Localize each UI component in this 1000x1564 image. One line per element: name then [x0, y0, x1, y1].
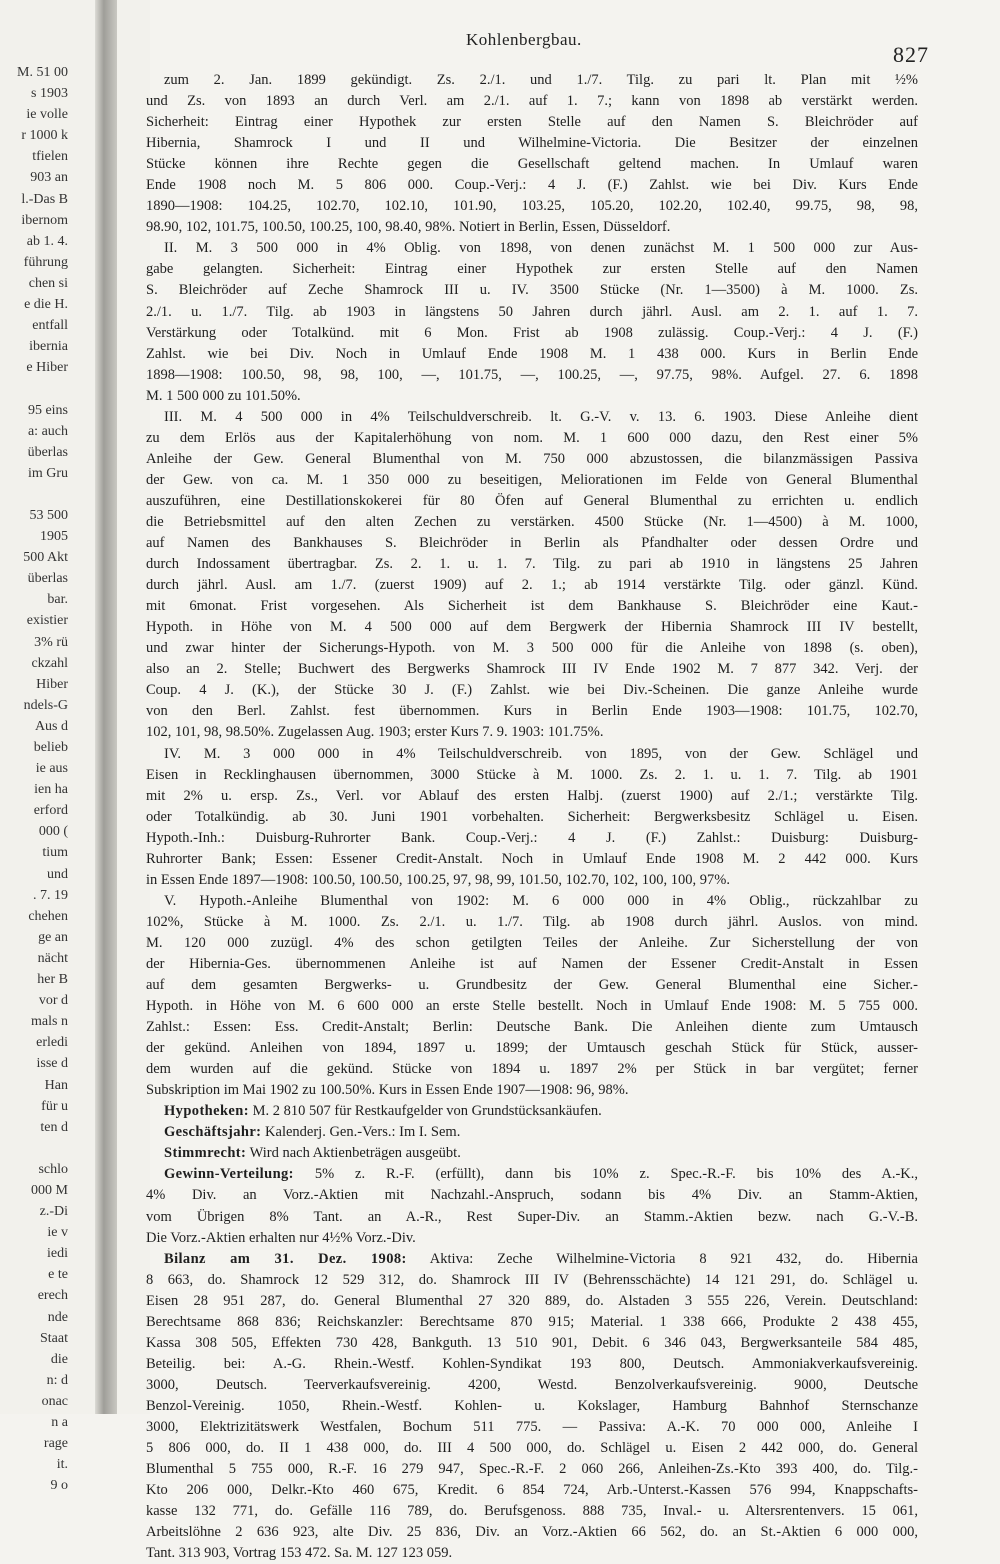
margin-fragment: führung: [23, 254, 68, 270]
margin-fragment: [0, 378, 68, 399]
margin-fragment: Hiber: [36, 676, 68, 692]
text-line: [146, 744, 918, 765]
section-keyword: Geschäftsjahr:: [164, 1124, 262, 1141]
line-text: und Zs. von 1893 an durch Verl. am 2./1. auf 1. 7.; kann von 1898 ab verstärkt werden.: [146, 93, 918, 110]
line-text: 102%, Stücke à M. 1000. Zs. 2./1. u. 1./7. Tilg. ab 1908 durch jährl. Auslos. von mind.: [146, 913, 918, 930]
margin-fragment: chen si: [28, 275, 68, 291]
line-text: Hypoth. in Höhe von M. 4 500 000 auf dem Bergwerk der Hibernia Shamrock III IV bestellt,: [146, 619, 918, 636]
margin-fragment: n: d: [46, 1372, 68, 1388]
margin-fragment: ibernom: [21, 212, 68, 228]
margin-fragment: Han: [44, 1077, 68, 1093]
text-line: [146, 344, 918, 365]
text-line: [146, 1501, 918, 1522]
text-line: [146, 828, 918, 849]
text-line: [146, 1396, 918, 1417]
text-line: [146, 765, 918, 786]
text-line: [146, 617, 918, 638]
margin-fragment: 3% rü: [34, 634, 68, 650]
margin-fragment: und: [47, 866, 68, 882]
line-text: M. 120 000 zuzügl. 4% des schon getilgten Teiles der Anleihe. Zur Sicherstellung der von: [146, 934, 918, 951]
line-text: zum 2. Jan. 1899 gekündigt. Zs. 2./1. und 1./7. Tilg. zu pari lt. Plan mit ½%: [164, 72, 918, 88]
margin-fragment: überlas: [27, 444, 68, 460]
margin-fragment: erledi: [36, 1035, 68, 1051]
line-text: Eisen in Recklinghausen übernommen, 3000 Stücke à M. 1000. Zs. 2. 1. u. 1. 7. Tilg. ab 1901: [146, 766, 918, 783]
line-text: Berechtsame 868 836; Reichskanzler: Berechtsame 870 915; Material. 1 338 666, Produkte 2 438 455,: [146, 1313, 918, 1330]
text-line: [146, 512, 918, 533]
text-line: [146, 1375, 918, 1396]
line-text: die Betriebsmittel auf den alten Zechen zu verstärken. 4500 Stücke (Nr. 1—4500) à M. 1000,: [146, 513, 918, 530]
margin-fragment: n a: [51, 1415, 68, 1430]
line-text: Aktiva: Zeche Wilhelmine-Victoria 8 921 432, do. Hibernia: [406, 1250, 918, 1267]
line-text: Sicherheit: Eintrag einer Hypothek zur ersten Stelle auf den Namen S. Bleichröder auf: [146, 114, 918, 131]
margin-fragment: 9 o: [50, 1478, 68, 1494]
text-line: [146, 1312, 918, 1333]
margin-fragment: ndels-G: [23, 697, 68, 713]
section-keyword: Stimmrecht:: [164, 1145, 247, 1162]
text-line: [146, 975, 918, 996]
text-line: [146, 722, 918, 743]
text-line: [146, 1038, 918, 1059]
text-line: [146, 280, 918, 301]
margin-fragment: l.-Das B: [21, 191, 68, 207]
line-text: Kalenderj. Gen.-Vers.: Im I. Sem.: [261, 1124, 461, 1141]
line-text: Arbeitslöhne 2 636 923, alte Div. 25 836, Div. an Vorz.-Aktien 66 562, do. an St.-Aktien 6 000 000,: [146, 1524, 918, 1541]
line-text: III. M. 4 500 000 in 4% Teilschuldverschreib. lt. G.-V. v. 13. 6. 1903. Diese Anleihe dient: [164, 408, 918, 425]
line-text: der gekünd. Anleihen von 1894, 1897 u. 1899; der Umtausch geschah Stück für Stück, ausser-: [146, 1040, 918, 1057]
text-line: [146, 786, 918, 807]
line-text: dem wurden auf die gekünd. Stücke von 1894 u. 1897 2% per Stück in bar vergütet; ferner: [146, 1061, 918, 1078]
margin-fragment: 95 eins: [27, 402, 68, 418]
margin-fragment: 1905: [40, 529, 68, 545]
line-text: 1890—1908: 104.25, 102.70, 102.10, 101.90, 103.25, 105.20, 102.20, 102.40, 99.75, 98, 98,: [146, 198, 918, 215]
margin-fragment: erech: [37, 1288, 68, 1304]
line-text: Beteilig. bei: A.-G. Rhein.-Westf. Kohlen-Syndikat 193 800, Deutsch. Ammoniakverkaufsvereinig.: [146, 1355, 918, 1372]
margin-fragment: e die H.: [24, 297, 68, 313]
text-line: [146, 1480, 918, 1501]
margin-fragment: ie aus: [35, 761, 68, 777]
text-line: [146, 70, 918, 91]
line-text: auszuführen, eine Destillationskokerei für 80 Öfen auf General Blumenthal zu errichten u. endlich: [146, 492, 918, 509]
line-text: 98.90, 102, 101.75, 100.50, 100.25, 100, 98.40, 98%. Notiert in Berlin, Essen, Düsseldorf.: [146, 219, 671, 236]
text-line: [146, 533, 918, 554]
line-text: Eisen 28 951 287, do. General Blumenthal 27 320 889, do. Alstaden 3 555 226, Verein. Deutschland:: [146, 1292, 918, 1309]
text-line: [146, 596, 918, 617]
line-text: auf dem gesamten Bergwerks- u. Grundbesitz der Gew. General Blumenthal eine Sicher.-: [146, 977, 918, 994]
text-line: [146, 1333, 918, 1354]
line-text: 3000, Deutsch. Teerverkaufsvereinig. 4200, Westd. Benzolverkaufsvereinig. 9000, Deutsche: [146, 1376, 918, 1393]
text-line: [146, 1270, 918, 1291]
margin-fragment: ge an: [38, 929, 68, 945]
text-line: [146, 196, 918, 217]
text-line: [146, 1207, 918, 1228]
text-line: [146, 1291, 918, 1312]
margin-fragment: ten d: [40, 1119, 68, 1135]
text-line: [146, 365, 918, 386]
margin-fragment: it.: [56, 1457, 68, 1473]
line-text: M. 1 500 000 zu 101.50%.: [146, 387, 301, 404]
text-line: [146, 870, 918, 891]
line-text: Kassa 308 505, Effekten 730 428, Bankguth. 13 510 901, Debit. 6 346 043, Bergwerksanteile 584 485,: [146, 1334, 918, 1351]
margin-fragment: mals n: [31, 1014, 68, 1030]
line-text: S. Bleichröder auf Zeche Shamrock III u. IV. 3500 Stücke (Nr. 1—3500) à M. 1000. Zs.: [146, 282, 918, 299]
margin-fragment: chehen: [28, 908, 68, 924]
margin-fragment: . 7. 19: [33, 887, 68, 903]
margin-fragment: ie v: [47, 1225, 68, 1241]
margin-fragment: e Hiber: [26, 360, 68, 376]
text-line: [146, 1017, 918, 1038]
text-line: [146, 1438, 918, 1459]
text-line: [146, 933, 918, 954]
margin-fragment: überlas: [27, 571, 68, 587]
text-line: [146, 701, 918, 722]
line-text: Kto 206 000, Delkr.-Kto 460 675, Kredit. 6 854 724, Arb.-Unterst.-Kassen 576 994, Knappschafts-: [146, 1482, 918, 1499]
line-text: Wird nach Aktienbeträgen ausgeübt.: [246, 1145, 461, 1162]
text-line: [146, 91, 918, 112]
text-line: [146, 849, 918, 870]
margin-fragment: isse d: [36, 1056, 68, 1072]
text-line: [146, 680, 918, 701]
line-text: IV. M. 3 000 000 in 4% Teilschuldverschreib. von 1895, von der Gew. Schlägel und: [164, 745, 918, 762]
text-line: [146, 554, 918, 575]
margin-fragment: Staat: [40, 1330, 68, 1346]
line-text: Ruhrorter Bank; Essen: Essener Credit-Anstalt. Noch in Umlauf Ende 1908 M. 2 442 000. Kurs: [146, 850, 918, 867]
text-line: [146, 1459, 918, 1480]
margin-fragment: ckzahl: [31, 655, 68, 671]
line-text: vom Übrigen 8% Tant. an A.-R., Rest Super-Div. an Stamm.-Aktien bezw. nach G.-V.-B.: [146, 1208, 918, 1225]
margin-fragment: ab 1. 4.: [26, 233, 68, 249]
line-text: 2./1. u. 1./7. Tilg. ab 1903 in längstens 50 Jahren durch jährl. Ausl. am 2. 1. auf 1. 7.: [146, 303, 918, 320]
margin-fragment: schlo: [38, 1161, 68, 1177]
line-text: M. 2 810 507 für Restkaufgelder von Grundstücksankäufen.: [248, 1103, 602, 1120]
text-line: [146, 1543, 918, 1564]
section-keyword: Bilanz am 31. Dez. 1908:: [164, 1250, 407, 1267]
margin-fragment: ien ha: [34, 782, 68, 798]
page-number: 827: [893, 42, 929, 67]
margin-fragment: ie volle: [26, 107, 68, 123]
running-title: Kohlenbergbau.: [466, 30, 582, 49]
margin-fragment: her B: [37, 972, 68, 988]
line-text: Ende 1908 noch M. 5 806 000. Coup.-Verj.: 4 J. (F.) Zahlst. wie bei Div. Kurs Ende: [146, 177, 918, 194]
text-line: [146, 470, 918, 491]
margin-fragment: iedi: [47, 1246, 68, 1262]
section-keyword: Gewinn-Verteilung:: [164, 1166, 294, 1183]
margin-fragment: a: auch: [27, 423, 68, 439]
margin-fragment: z.-Di: [39, 1204, 68, 1220]
margin-fragment: s 1903: [31, 86, 68, 102]
text-line: [146, 428, 918, 449]
margin-fragment: ibernia: [29, 339, 68, 355]
text-line: [146, 491, 918, 512]
margin-fragment: bar.: [47, 592, 68, 608]
line-text: Blumenthal 5 755 000, R.-F. 16 279 947, Spec.-R.-F. 2 060 266, Anleihen-Zs.-Kto 393 400, do. Tilg.-: [146, 1461, 918, 1478]
text-line: [146, 575, 918, 596]
line-text: oder Totalkündig. ab 30. Juni 1901 vorbehalten. Sicherheit: Bergwerksbesitz Schlägel u. Eisen.: [146, 808, 918, 825]
line-text: in Essen Ende 1897—1908: 100.50, 100.50, 100.25, 97, 98, 99, 101.50, 102.70, 102, 100, 100, 97%.: [146, 871, 731, 888]
text-line: [146, 407, 918, 428]
line-text: 3000, Elektrizitätswerk Westfalen, Bochum 511 775. — Passiva: A.-K. 70 000 000, Anleihe I: [146, 1419, 918, 1435]
margin-fragment: im Gru: [27, 465, 68, 481]
line-text: Tant. 313 903, Vortrag 153 472. Sa. M. 127 123 059.: [146, 1545, 453, 1562]
line-text: also an 2. Stelle; Buchwert des Bergwerks Shamrock III IV Ende 1902 M. 7 877 342. Verj. der: [146, 661, 918, 678]
line-text: 102, 101, 98, 98.50%. Zugelassen Aug. 1903; erster Kurs 7. 9. 1903: 101.75%.: [146, 724, 604, 741]
line-text: der Gew. von ca. M. 1 350 000 zu beseitigen, Meliorationen im Felde von General Blumenthal: [146, 471, 918, 488]
text-line: [146, 1354, 918, 1375]
margin-fragment: onac: [41, 1393, 68, 1409]
text-line: [146, 1101, 918, 1122]
text-line: [146, 1228, 918, 1249]
margin-fragment: 000 M: [31, 1182, 68, 1198]
line-text: Anleihe der Gew. General Blumenthal von M. 750 000 abzustossen, die bilanzmässigen Passiva: [146, 450, 918, 467]
text-line: [146, 1417, 918, 1438]
text-line: [146, 386, 918, 407]
line-text: auf Namen des Bankhauses S. Bleichröder in Berlin als Pfandhalter oder dessen Ordre und: [146, 535, 918, 552]
text-line: [146, 638, 918, 659]
line-text: Subskription im Mai 1902 zu 100.50%. Kurs in Essen Ende 1907—1908: 96, 98%.: [146, 1082, 629, 1099]
margin-fragment: [0, 484, 68, 505]
line-text: Hibernia, Shamrock I und II und Wilhelmine-Victoria. Die Besitzer der einzelnen: [146, 135, 918, 152]
binding-shadow: [95, 0, 117, 1414]
line-text: gabe gelangten. Sicherheit: Eintrag einer Hypothek zur ersten Stelle auf den Namen: [146, 261, 918, 278]
line-text: zu dem Erlös aus der Kapitalerhöhung von nom. M. 1 600 000 dazu, den Rest einer 5%: [146, 429, 918, 446]
text-line: [146, 996, 918, 1017]
margin-fragment: nächt: [37, 950, 68, 966]
margin-fragment: nde: [47, 1309, 68, 1325]
margin-fragment: 000 (: [38, 824, 68, 840]
text-line: [146, 1522, 918, 1543]
text-line: [146, 217, 918, 238]
margin-fragment: r 1000 k: [21, 128, 68, 144]
margin-fragment: belieb: [33, 740, 68, 755]
text-line: [146, 112, 918, 133]
line-text: Coup. 4 J. (K.), der Stücke 30 J. (F.) Zahlst. wie bei Div.-Scheinen. Die ganze Anleihe wurde: [146, 682, 918, 699]
line-text: 5 806 000, do. II 1 438 000, do. III 4 500 000, do. Schlägel u. Eisen 2 442 000, do. General: [146, 1440, 918, 1457]
margin-fragment: existier: [26, 613, 68, 629]
text-line: [146, 954, 918, 975]
margin-fragment: vor d: [38, 993, 68, 1009]
text-line: [146, 1122, 918, 1143]
margin-fragment: rage: [43, 1436, 68, 1452]
line-text: 1898—1908: 100.50, 98, 98, 100, —, 101.75, —, 100.25, —, 97.75, 98%. Aufgel. 27. 6. 1898: [146, 366, 918, 383]
margin-fragment: 903 an: [30, 170, 68, 186]
margin-fragment: [0, 1138, 68, 1159]
line-text: der Hibernia-Ges. übernommenen Anleihe ist auf Namen der Essener Credit-Anstalt in Essen: [146, 955, 918, 972]
margin-fragment: e te: [48, 1267, 68, 1283]
line-text: Zahlst.: Essen: Ess. Credit-Anstalt; Berlin: Deutsche Bank. Die Anleihen diente zum Umtausch: [146, 1019, 918, 1036]
margin-fragment: für u: [41, 1098, 68, 1114]
margin-fragment: 500 Akt: [23, 550, 68, 566]
line-text: 5% z. R.-F. (erfüllt), dann bis 10% z. Spec.-R.-F. bis 10% des A.-K.,: [293, 1166, 918, 1183]
margin-fragment: entfall: [32, 318, 68, 334]
line-text: Benzol-Vereinig. 1050, Rhein.-Westf. Kohlen- u. Kokslager, Hamburg Bahnhof Sternschanze: [146, 1397, 918, 1414]
text-line: [146, 1164, 918, 1185]
text-line: [146, 238, 918, 259]
line-text: kasse 132 771, do. Gefälle 116 789, do. Berufsgenoss. 888 735, Inval.- u. Altersrentenvers. 15 061,: [146, 1503, 918, 1520]
facing-page-fragments: [0, 62, 68, 1496]
line-text: Die Vorz.-Aktien erhalten nur 4½% Vorz.-Div.: [146, 1229, 416, 1246]
main-text-column: [146, 70, 918, 1564]
margin-fragment: M. 51 00: [17, 65, 68, 80]
text-line: [146, 1080, 918, 1101]
text-line: [146, 259, 918, 280]
line-text: Zahlst. wie bei Div. Noch in Umlauf Ende 1908 M. 1 438 000. Kurs in Berlin Ende: [146, 345, 918, 362]
line-text: 8 663, do. Shamrock 12 529 312, do. Shamrock III IV (Behrensschächte) 14 121 291, do. Schlägel u.: [146, 1271, 918, 1288]
line-text: Hypoth.-Inh.: Duisburg-Ruhrorter Bank. Coup.-Verj.: 4 J. (F.) Zahlst.: Duisburg: Duisburg-: [146, 829, 918, 846]
text-line: [146, 133, 918, 154]
text-line: [146, 1249, 918, 1270]
text-line: [146, 807, 918, 828]
line-text: Hypoth. in Höhe von M. 6 600 000 an erste Stelle bestellt. Noch in Umlauf Ende 1908: M. 5 755 000.: [146, 998, 918, 1015]
text-line: [146, 1185, 918, 1206]
line-text: von den Berl. Zahlst. fest übernommen. Kurs in Berlin Ende 1903—1908: 101.75, 102.70,: [146, 703, 918, 720]
text-line: [146, 154, 918, 175]
section-keyword: Hypotheken:: [164, 1103, 249, 1120]
text-line: [146, 912, 918, 933]
margin-fragment: tium: [42, 845, 68, 861]
line-text: 4% Div. an Vorz.-Aktien mit Nachzahl.-Anspruch, sodann bis 4% Div. an Stamm-Aktien,: [146, 1187, 918, 1204]
line-text: mit 2% u. ersp. Zs., Verl. vor Ablauf des ersten Halbj. (zuerst 1900) auf 2./1.; verstärkte Tilg.: [146, 787, 918, 804]
margin-fragment: 53 500: [29, 507, 68, 523]
line-text: und zwar hinter der Sicherungs-Hypoth. von M. 3 500 000 für die Anleihe von 1898 (s. oben),: [146, 640, 918, 657]
text-line: [146, 1143, 918, 1164]
line-text: Stücke können ihre Rechte gegen die Gesellschaft geltend machen. In Umlauf waren: [146, 156, 918, 173]
text-line: [146, 323, 918, 344]
margin-fragment: tfielen: [32, 149, 68, 165]
line-text: durch Indossament übertragbar. Zs. 2. 1. u. 1. 7. Tilg. zu pari ab 1910 in längstens 25 Jahren: [146, 556, 918, 573]
line-text: V. Hypoth.-Anleihe Blumenthal von 1902: M. 6 000 000 in 4% Oblig., rückzahlbar zu: [164, 892, 918, 909]
text-line: [146, 1059, 918, 1080]
line-text: durch jährl. Ausl. am 1./7. (zuerst 1909) auf 2. 1.; ab 1914 verstärkte Tilg. oder gänzl. Künd.: [146, 577, 918, 594]
text-line: [146, 891, 918, 912]
line-text: mit 6monat. Frist vorgesehen. Als Sicherheit ist dem Bankhause S. Bleichröder eine Kaut.-: [146, 598, 918, 615]
margin-fragment: erford: [33, 803, 68, 819]
line-text: Verstärkung oder Totalkünd. mit 6 Mon. Frist ab 1908 zulässig. Coup.-Verj.: 4 J. (F.): [146, 324, 918, 341]
line-text: II. M. 3 500 000 in 4% Oblig. von 1898, von denen zunächst M. 1 500 000 zur Aus-: [164, 240, 918, 257]
text-line: [146, 659, 918, 680]
margin-fragment: Aus d: [34, 718, 68, 734]
text-line: [146, 302, 918, 323]
margin-fragment: die: [50, 1351, 68, 1367]
text-line: [146, 449, 918, 470]
text-line: [146, 175, 918, 196]
